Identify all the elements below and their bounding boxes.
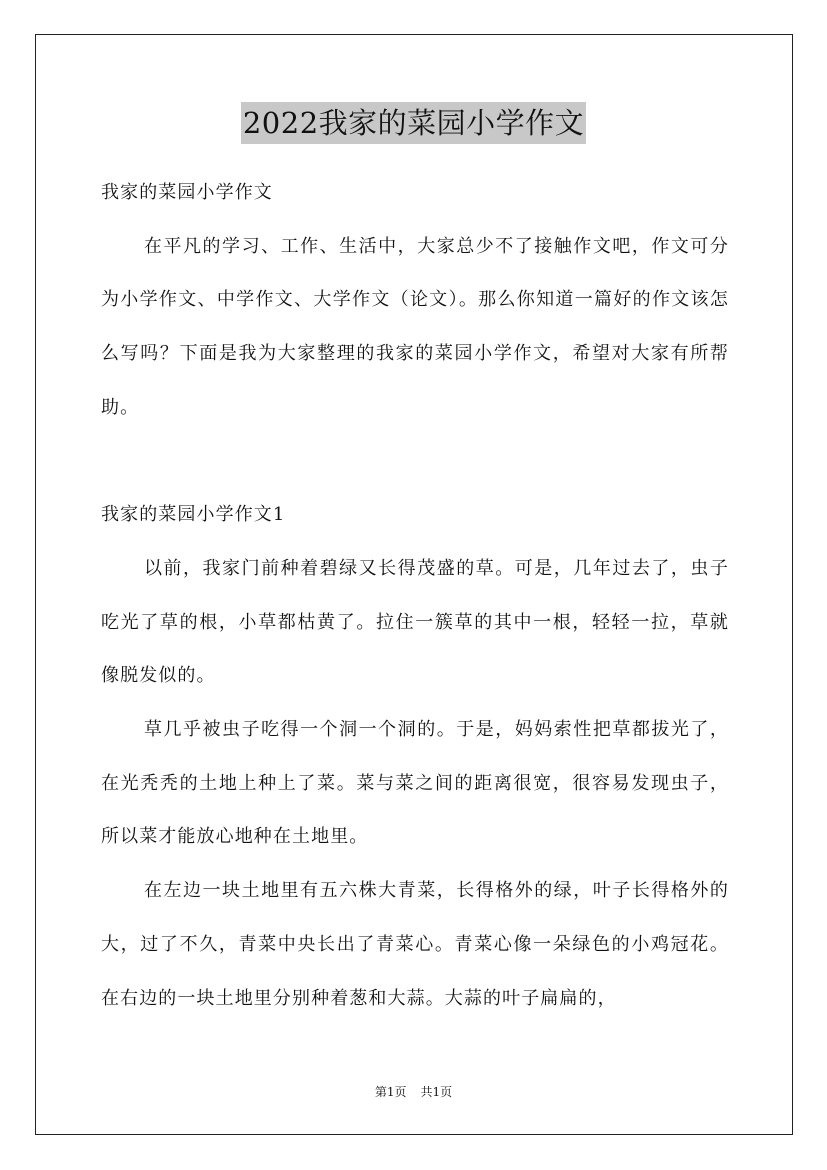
body-paragraph-2: 草几乎被虫子吃得一个洞一个洞的。于是，妈妈索性把草都拔光了，在光秃秃的土地上种上了菜。菜与菜之间的距离很宽，很容易发现虫子，所以菜才能放心地种在土地里。	[101, 719, 729, 848]
page-total: 共1页	[420, 1085, 453, 1099]
document-title: 2022我家的菜园小学作文	[241, 102, 586, 144]
page-footer	[0, 1083, 827, 1101]
section-spacer	[101, 435, 729, 489]
page-number: 第1页	[374, 1085, 407, 1099]
document-body	[101, 166, 729, 1025]
body-paragraph-1: 以前，我家门前种着碧绿又长得茂盛的草。可是，几年过去了，虫子吃光了草的根，小草都枯黄了。拉住一簇草的其中一根，轻轻一拉，草就像脱发似的。	[101, 557, 729, 687]
intro-paragraph: 在平凡的学习、工作、生活中，大家总少不了接触作文吧，作文可分为小学作文、中学作文、大学作文（论文）。那么你知道一篇好的作文该怎么写吗？下面是我为大家整理的我家的菜园小学作文，希望对大家有所帮助。	[101, 235, 729, 418]
intro-heading: 我家的菜园小学作文	[101, 182, 273, 203]
title-container	[0, 102, 827, 144]
section-heading: 我家的菜园小学作文1	[101, 504, 286, 526]
body-paragraph-3: 在左边一块土地里有五六株大青菜，长得格外的绿，叶子长得格外的大，过了不久，青菜中央长出了青菜心。青菜心像一朵绿色的小鸡冠花。在右边的一块土地里分别种着葱和大蒜。大蒜的叶子扁扁的，	[101, 880, 729, 1009]
